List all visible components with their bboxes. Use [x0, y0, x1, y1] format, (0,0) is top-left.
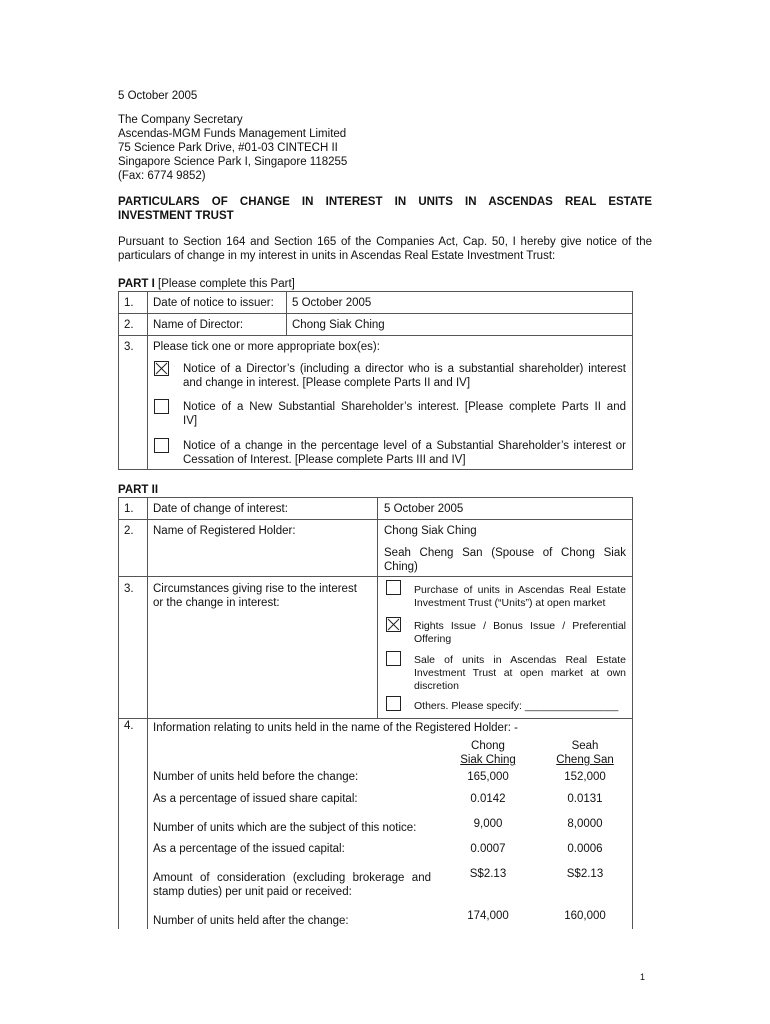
director-name-value: Chong Siak Ching	[292, 319, 385, 331]
option-line: Cessation of Interest. [Please complete Parts III and IV]	[183, 454, 466, 466]
option-line: Notice of a New Substantial Shareholder’s interest. [Please complete Parts II and	[183, 401, 626, 413]
label-line: or the change in interest:	[153, 597, 280, 609]
option-text	[183, 439, 626, 467]
units-before-label: Number of units held before the change:	[153, 771, 359, 783]
pct-before-holder: 0.0142	[470, 793, 506, 805]
holder-column-header	[448, 739, 528, 767]
document-title-line: INVESTMENT TRUST	[118, 210, 234, 222]
director-interest-checkbox[interactable]	[154, 361, 169, 376]
registered-holder-2	[384, 546, 626, 574]
pct-subject-spouse: 0.0006	[567, 843, 603, 855]
part2-row-label: Name of Registered Holder:	[153, 525, 296, 537]
units-before-spouse: 152,000	[564, 771, 606, 783]
pct-subject-holder: 0.0007	[470, 843, 506, 855]
part1-heading-note: [Please complete this Part]	[158, 278, 295, 290]
circumstance-option-text	[414, 584, 626, 610]
option-line: Rights Issue / Bonus Issue / Preferential	[414, 620, 626, 632]
part1-heading-label: PART I	[118, 278, 155, 290]
notice-date-value: 5 October 2005	[292, 297, 372, 309]
circumstance-option-text	[414, 620, 626, 646]
holder-line: Ching)	[384, 561, 418, 573]
option-line: Notice of a change in the percentage level of a Substantial Shareholder’s interest or	[183, 440, 626, 452]
addressee-line: The Company Secretary	[118, 114, 243, 126]
consideration-label	[153, 871, 431, 899]
sale-units-checkbox[interactable]	[386, 651, 401, 666]
units-before-holder: 165,000	[467, 771, 509, 783]
column-header-line: Siak Ching	[460, 754, 516, 766]
part1-row-number: 3.	[124, 341, 134, 353]
purchase-units-checkbox[interactable]	[386, 580, 401, 595]
part1-row-label: Date of notice to issuer:	[153, 297, 274, 309]
part1-row-label: Please tick one or more appropriate box(es):	[153, 341, 380, 353]
registered-holder-1: Chong Siak Ching	[384, 525, 477, 537]
units-subject-holder: 9,000	[473, 818, 503, 830]
consideration-spouse: S$2.13	[566, 868, 604, 880]
column-header-line: Cheng San	[556, 754, 614, 766]
consideration-holder: S$2.13	[469, 868, 507, 880]
option-line: discretion	[414, 680, 459, 692]
intro-line: particulars of change in my interest in units in Ascendas Real Estate Investment Trust:	[118, 250, 556, 262]
option-text	[183, 400, 626, 428]
new-substantial-shareholder-checkbox[interactable]	[154, 399, 169, 414]
document-title-line: PARTICULARS OF CHANGE IN INTEREST IN UNITS IN ASCENDAS REAL ESTATE	[118, 196, 652, 208]
percentage-change-checkbox[interactable]	[154, 438, 169, 453]
label-line: Circumstances giving rise to the interest	[153, 583, 357, 595]
addressee-line: Singapore Science Park I, Singapore 118255	[118, 156, 348, 168]
addressee-block	[118, 113, 347, 183]
option-line: Investment Trust at open market at own	[414, 667, 626, 679]
pct-before-label: As a percentage of issued share capital:	[153, 793, 358, 805]
intro-line: Pursuant to Section 164 and Section 165 of the Companies Act, Cap. 50, I hereby give notice of the	[118, 236, 652, 248]
option-line: Purchase of units in Ascendas Real Estate	[414, 584, 626, 596]
intro-paragraph	[118, 235, 652, 263]
part2-row-number: 2.	[124, 525, 134, 537]
addressee-line: (Fax: 6774 9852)	[118, 170, 206, 182]
checkbox-cross-icon	[387, 618, 400, 631]
part2-row-number: 4.	[124, 720, 134, 732]
option-line: Investment Trust (“Units”) at open market	[414, 597, 606, 609]
rights-issue-checkbox[interactable]	[386, 617, 401, 632]
part1-heading	[118, 277, 295, 291]
part2-row-label: Date of change of interest:	[153, 503, 288, 515]
part1-row-label: Name of Director:	[153, 319, 244, 331]
option-line: and change in interest. [Please complete Parts II and IV]	[183, 377, 471, 389]
addressee-line: Ascendas-MGM Funds Management Limited	[118, 128, 347, 140]
units-subject-label: Number of units which are the subject of this notice:	[153, 822, 417, 834]
pct-before-spouse: 0.0131	[567, 793, 603, 805]
column-header-line: Chong	[471, 740, 505, 752]
letter-date: 5 October 2005	[118, 90, 198, 102]
holder-line: Seah Cheng San (Spouse of Chong Siak	[384, 547, 626, 559]
label-line: Amount of consideration (excluding brokerage and	[153, 872, 431, 884]
addressee-line: 75 Science Park Drive, #01-03 CINTECH II	[118, 142, 338, 154]
option-line: Offering	[414, 633, 452, 645]
units-info-heading: Information relating to units held in the name of the Registered Holder: -	[153, 722, 519, 734]
option-line: Sale of units in Ascendas Real Estate	[414, 654, 626, 666]
option-text	[183, 362, 626, 390]
units-subject-spouse: 8,0000	[567, 818, 603, 830]
part2-heading: PART II	[118, 484, 159, 496]
units-after-label: Number of units held after the change:	[153, 915, 349, 927]
column-header-line: Seah	[571, 740, 599, 752]
circumstances-label	[153, 582, 373, 610]
others-checkbox[interactable]	[386, 696, 401, 711]
part1-row-number: 1.	[124, 297, 134, 309]
document-title	[118, 195, 652, 223]
checkbox-cross-icon	[155, 362, 168, 375]
option-line: Notice of a Director’s (including a director who is a substantial shareholder) interest	[183, 363, 626, 375]
option-line: IV]	[183, 415, 198, 427]
page-number: 1	[640, 972, 646, 982]
others-specify-text: Others. Please specify: ________________	[414, 700, 619, 712]
part2-row-number: 3.	[124, 583, 134, 595]
spouse-column-header	[545, 739, 625, 767]
units-after-holder: 174,000	[467, 910, 509, 922]
pct-subject-label: As a percentage of the issued capital:	[153, 843, 345, 855]
units-after-spouse: 160,000	[564, 910, 606, 922]
change-date-value: 5 October 2005	[384, 503, 464, 515]
circumstance-option-text	[414, 654, 626, 693]
part1-row-number: 2.	[124, 319, 134, 331]
label-line: stamp duties) per unit paid or received:	[153, 886, 352, 898]
part2-row-number: 1.	[124, 503, 134, 515]
